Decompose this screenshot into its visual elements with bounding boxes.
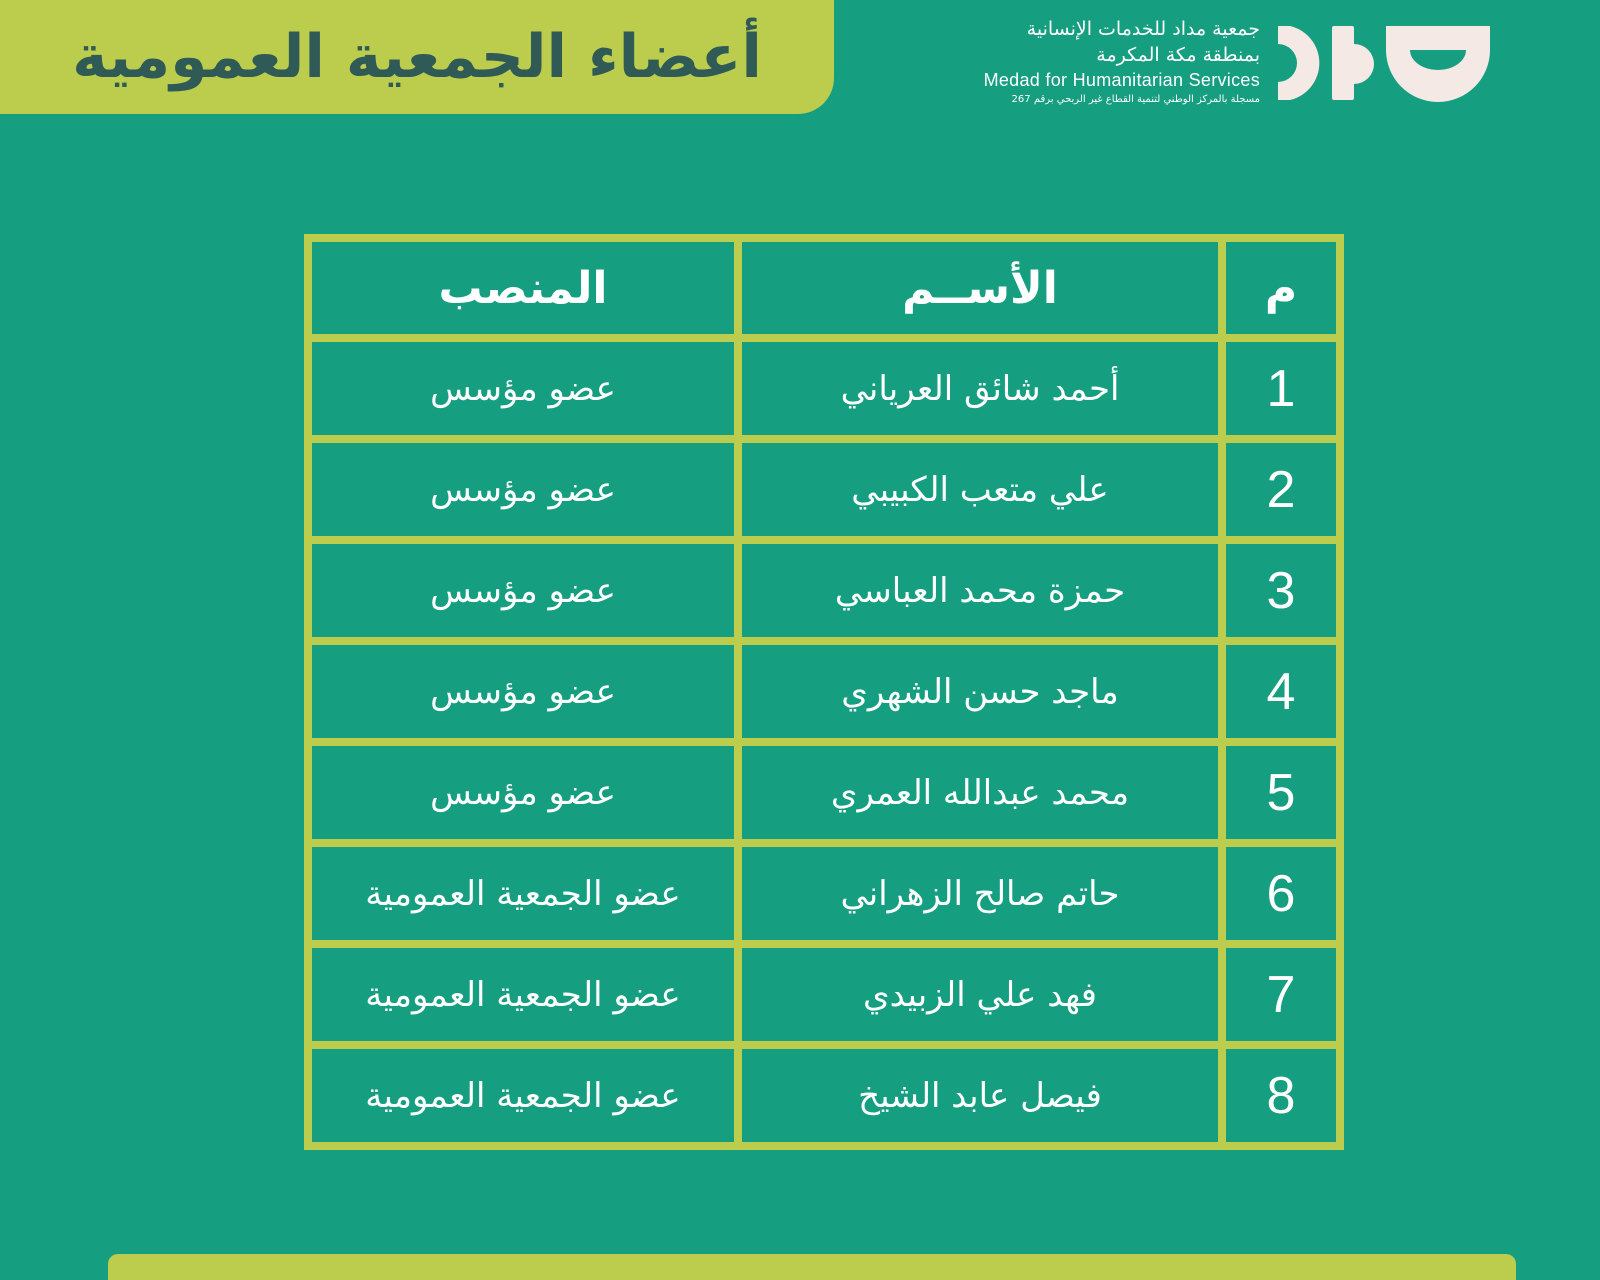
- member-position: عضو الجمعية العمومية: [308, 843, 738, 944]
- table-row: [308, 439, 1340, 540]
- organization-name-en: Medad for Humanitarian Services: [983, 70, 1260, 90]
- member-name: محمد عبدالله العمري: [738, 742, 1222, 843]
- medad-logo-icon: [1278, 22, 1490, 104]
- organization-name-ar: جمعية مداد للخدمات الإنسانية: [1026, 18, 1260, 40]
- row-number: 4: [1222, 641, 1340, 742]
- member-name: أحمد شائق العرياني: [738, 338, 1222, 439]
- row-number: 8: [1222, 1045, 1340, 1146]
- row-number: 5: [1222, 742, 1340, 843]
- member-position: عضو مؤسس: [308, 439, 738, 540]
- member-position: عضو مؤسس: [308, 742, 738, 843]
- header-number: م: [1222, 238, 1340, 338]
- member-position: عضو الجمعية العمومية: [308, 944, 738, 1045]
- table-row: [308, 540, 1340, 641]
- member-name: علي متعب الكبيبي: [738, 439, 1222, 540]
- table-row: [308, 1045, 1340, 1146]
- organization-registration: مسجلة بالمركز الوطني لتنمية القطاع غير الربحي برقم 267: [1011, 94, 1260, 105]
- header-position: المنصب: [308, 238, 738, 338]
- member-name: ماجد حسن الشهري: [738, 641, 1222, 742]
- member-position: عضو مؤسس: [308, 641, 738, 742]
- header-name: الأســم: [738, 238, 1222, 338]
- table-row: [308, 641, 1340, 742]
- members-table: [304, 234, 1344, 1150]
- row-number: 6: [1222, 843, 1340, 944]
- member-position: عضو مؤسس: [308, 540, 738, 641]
- title-banner: [0, 0, 834, 114]
- table-row: [308, 843, 1340, 944]
- table-row: [308, 742, 1340, 843]
- table-row: [308, 944, 1340, 1045]
- table-row: [308, 338, 1340, 439]
- organization-info: [960, 16, 1260, 108]
- member-name: فيصل عابد الشيخ: [738, 1045, 1222, 1146]
- table-header-row: [308, 238, 1340, 338]
- row-number: 3: [1222, 540, 1340, 641]
- member-name: فهد علي الزبيدي: [738, 944, 1222, 1045]
- bottom-accent-bar: [108, 1254, 1516, 1280]
- row-number: 2: [1222, 439, 1340, 540]
- row-number: 7: [1222, 944, 1340, 1045]
- row-number: 1: [1222, 338, 1340, 439]
- organization-region-ar: بمنطقة مكة المكرمة: [1096, 44, 1260, 66]
- page-title: أعضاء الجمعية العمومية: [72, 22, 762, 92]
- member-name: حاتم صالح الزهراني: [738, 843, 1222, 944]
- member-position: عضو مؤسس: [308, 338, 738, 439]
- member-position: عضو الجمعية العمومية: [308, 1045, 738, 1146]
- member-name: حمزة محمد العباسي: [738, 540, 1222, 641]
